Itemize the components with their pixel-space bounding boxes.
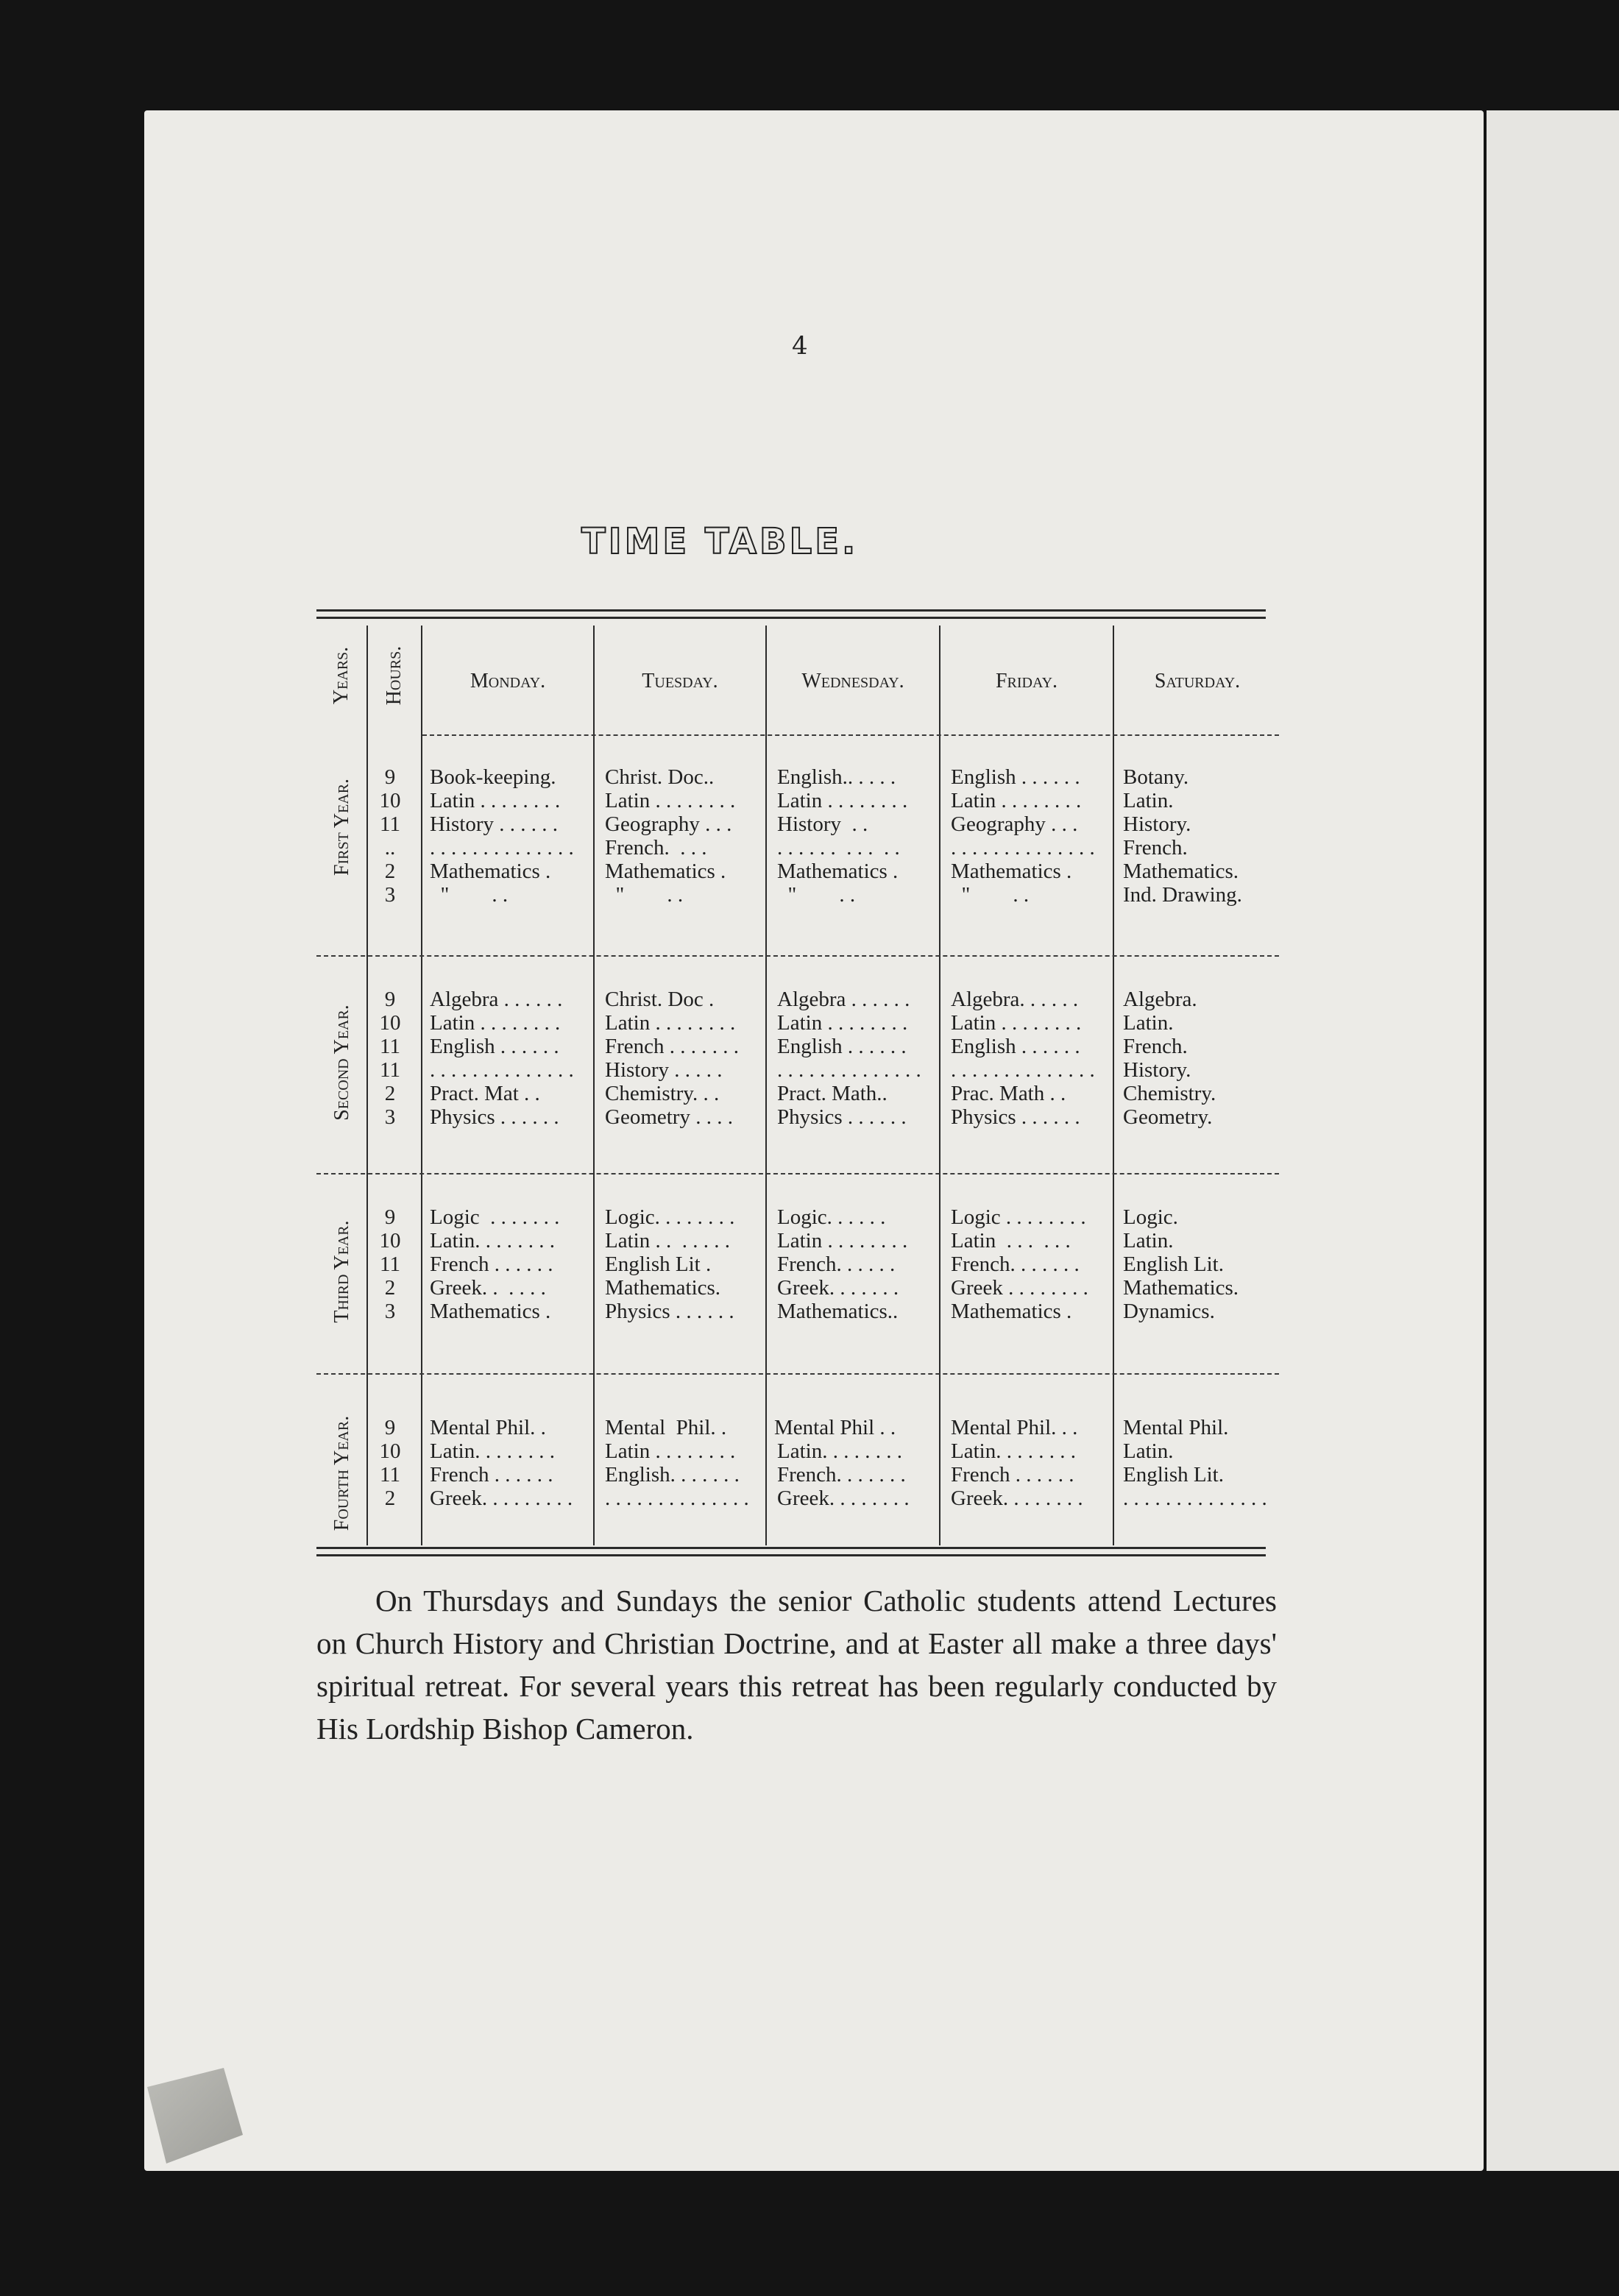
hour-cell: 3 — [384, 1300, 396, 1323]
table-bottom-rule-2 — [316, 1554, 1266, 1556]
subject-cell: History . . — [777, 812, 868, 836]
hour-cell: 11 — [380, 1252, 400, 1276]
subject-cell: Mathematics.. — [777, 1300, 899, 1323]
subject-cell: Greek. . . . . . . . — [951, 1487, 1083, 1510]
subject-cell: Chemistry. — [1123, 1082, 1216, 1105]
hour-cell: 9 — [384, 1205, 396, 1229]
day-header-friday: Friday. — [995, 670, 1058, 692]
day-header-monday: Monday. — [470, 670, 546, 692]
hour-cell: 2 — [384, 1276, 396, 1300]
subject-cell: Mathematics . — [605, 860, 726, 883]
subject-cell: . . . . . . . . . . . . . . — [430, 836, 574, 860]
subject-cell: French. . . . — [605, 836, 707, 860]
hour-cell: 9 — [384, 765, 396, 789]
subject-cell: Christ. Doc.. — [605, 765, 715, 789]
subject-cell: Latin. — [1123, 1011, 1174, 1035]
hour-cell: 10 — [379, 789, 401, 812]
subject-cell: Latin. . . . . . . . — [777, 1439, 902, 1463]
subject-cell: Latin . . . . . . . . — [605, 1439, 736, 1463]
hour-cell: 10 — [379, 1229, 401, 1252]
subject-cell: English. . . . . . . — [605, 1463, 740, 1487]
subject-cell: Ind. Drawing. — [1123, 883, 1242, 907]
hour-cell: 2 — [384, 1082, 396, 1105]
subject-cell: English Lit . — [605, 1252, 712, 1276]
subject-cell: Physics . . . . . . — [951, 1105, 1080, 1129]
subject-cell: French . . . . . . — [430, 1463, 553, 1487]
subject-cell: Greek. . . . . . . . — [777, 1487, 910, 1510]
table-top-rule-2 — [316, 617, 1266, 619]
subject-cell: Mathematics . — [430, 1300, 551, 1323]
subject-cell: Geography . . . — [951, 812, 1078, 836]
subject-cell: Latin . . . . . . . . — [951, 789, 1082, 812]
subject-cell: Chemistry. . . — [605, 1082, 720, 1105]
subject-cell: Logic . . . . . . . . — [951, 1205, 1086, 1229]
subject-cell: French. . . . . . . — [951, 1252, 1080, 1276]
subject-cell: Physics . . . . . . — [605, 1300, 734, 1323]
hours-header: Hours. — [383, 645, 405, 706]
page-number: 4 — [792, 331, 808, 361]
subject-cell: Botany. — [1123, 765, 1189, 789]
subject-cell: . . . . . . . . . . . . . . — [951, 1058, 1095, 1082]
header-divider — [422, 734, 1279, 736]
subject-cell: Algebra . . . . . . — [777, 988, 910, 1011]
subject-cell: Mental Phil. . — [430, 1416, 546, 1439]
subject-cell: Physics . . . . . . — [777, 1105, 907, 1129]
column-divider — [939, 626, 940, 1545]
subject-cell: . . . . . . . . . . . — [777, 836, 900, 860]
facing-page-edge — [1487, 110, 1619, 2171]
subject-cell: English . . . . . . — [777, 1035, 907, 1058]
subject-cell: . . . . . . . . . . . . . . — [1123, 1487, 1267, 1510]
hour-cell: 10 — [379, 1439, 401, 1463]
hour-cell: .. — [384, 836, 396, 860]
hour-cell: 11 — [380, 1035, 400, 1058]
year-label-third: Third Year. — [330, 1220, 353, 1323]
subject-cell: English . . . . . . — [951, 765, 1080, 789]
subject-cell: Book-keeping. — [430, 765, 556, 789]
hour-cell: 3 — [384, 1105, 396, 1129]
subject-cell: Latin. . . . . . . . — [951, 1439, 1076, 1463]
hour-cell: 11 — [380, 812, 400, 836]
hour-cell: 2 — [384, 1487, 396, 1510]
subject-cell: Christ. Doc . — [605, 988, 715, 1011]
subject-cell: . . . . . . . . . . . . . . — [605, 1487, 749, 1510]
subject-cell: Mathematics. — [605, 1276, 721, 1300]
body-paragraph: On Thursdays and Sundays the senior Catholic students attend Lectures on Church History and Christian Doctrine, and at Easter all make a three days' spiritual retreat. For several years this retreat has been regularly conducted by His Lordship Bishop Cameron. — [316, 1584, 1277, 1746]
subject-cell: Mathematics . — [951, 860, 1072, 883]
hour-cell: 3 — [384, 883, 396, 907]
subject-cell: Geometry . . . . — [605, 1105, 733, 1129]
subject-cell: History. — [1123, 812, 1191, 836]
subject-cell: History. — [1123, 1058, 1191, 1082]
subject-cell: Pract. Mat . . — [430, 1082, 540, 1105]
table-bottom-rule — [316, 1547, 1266, 1549]
subject-cell: History . . . . . — [605, 1058, 723, 1082]
subject-cell: English Lit. — [1123, 1252, 1224, 1276]
subject-cell: Latin . . . . . . . — [605, 1229, 730, 1252]
subject-cell: Latin . . . . . . . . — [430, 1011, 561, 1035]
subject-cell: Logic. . . . . . — [777, 1205, 886, 1229]
subject-cell: Mathematics . — [951, 1300, 1072, 1323]
subject-cell: Geometry. — [1123, 1105, 1213, 1129]
subject-cell: English Lit. — [1123, 1463, 1224, 1487]
subject-cell: French. — [1123, 836, 1188, 860]
subject-cell: English . . . . . . — [430, 1035, 559, 1058]
subject-cell: French. . . . . . . — [777, 1463, 906, 1487]
subject-cell: Latin . . . . . . . . — [605, 1011, 736, 1035]
year-label-second: Second Year. — [330, 1005, 353, 1121]
subject-cell: Latin . . . . . . . . — [430, 789, 561, 812]
year-label-first: First Year. — [330, 778, 353, 876]
subject-cell: Latin . . . . . . . . — [605, 789, 736, 812]
subject-cell: French. . . . . . — [777, 1252, 896, 1276]
subject-cell: Algebra . . . . . . — [430, 988, 563, 1011]
subject-cell: Prac. Math . . — [951, 1082, 1066, 1105]
subject-cell: Greek. . . . . . — [430, 1276, 546, 1300]
subject-cell: Greek. . . . . . . . . — [430, 1487, 573, 1510]
subject-cell: . . . . . . . . . . . . . . — [777, 1058, 921, 1082]
subject-cell: " . . — [430, 883, 509, 907]
subject-cell: French . . . . . . — [430, 1252, 553, 1276]
subject-cell: . . . . . . . . . . . . . . — [430, 1058, 574, 1082]
subject-cell: Algebra. . . . . . — [951, 988, 1079, 1011]
subject-cell: Mental Phil. — [1123, 1416, 1229, 1439]
subject-cell: Latin. . . . . . . . — [430, 1229, 555, 1252]
subject-cell: Latin . . . . . . . . — [951, 1011, 1082, 1035]
subject-cell: History . . . . . . — [430, 812, 558, 836]
subject-cell: Latin . . . . . . . . — [777, 789, 908, 812]
subject-cell: Mathematics. — [1123, 1276, 1239, 1300]
hour-cell: 11 — [380, 1463, 400, 1487]
column-divider — [765, 626, 767, 1545]
hour-cell: 10 — [379, 1011, 401, 1035]
subject-cell: Mathematics . — [430, 860, 551, 883]
hour-cell: 9 — [384, 988, 396, 1011]
years-header: Years. — [330, 646, 353, 705]
subject-cell: Logic. — [1123, 1205, 1178, 1229]
subject-cell: " . . — [951, 883, 1030, 907]
day-header-tuesday: Tuesday. — [642, 670, 718, 692]
page-title: TIME TABLE. — [581, 521, 859, 562]
subject-cell: English . . . . . . — [951, 1035, 1080, 1058]
subject-cell: Latin . . . . . . — [951, 1229, 1071, 1252]
subject-cell: Dynamics. — [1123, 1300, 1215, 1323]
subject-cell: Mathematics. — [1123, 860, 1239, 883]
day-header-wednesday: Wednesday. — [801, 670, 904, 692]
subject-cell: Mental Phil. . . — [951, 1416, 1078, 1439]
subject-cell: Latin. — [1123, 789, 1174, 812]
subject-cell: " . . — [605, 883, 684, 907]
subject-cell: Algebra. — [1123, 988, 1197, 1011]
subject-cell: French . . . . . . . — [605, 1035, 740, 1058]
subject-cell: " . . — [777, 883, 856, 907]
subject-cell: Latin. . . . . . . . — [430, 1439, 555, 1463]
subject-cell: Logic. . . . . . . . — [605, 1205, 735, 1229]
subject-cell: Latin. — [1123, 1439, 1174, 1463]
column-divider — [593, 626, 595, 1545]
column-divider — [1113, 626, 1114, 1545]
subject-cell: Greek. . . . . . . — [777, 1276, 899, 1300]
subject-cell: Latin . . . . . . . . — [777, 1229, 908, 1252]
subject-cell: French . . . . . . — [951, 1463, 1074, 1487]
hour-cell: 9 — [384, 1416, 396, 1439]
subject-cell: Latin . . . . . . . . — [777, 1011, 908, 1035]
table-top-rule — [316, 609, 1266, 612]
subject-cell: . . . . . . . . . . . . . . — [951, 836, 1095, 860]
subject-cell: Mathematics . — [777, 860, 899, 883]
subject-cell: Greek . . . . . . . . — [951, 1276, 1088, 1300]
subject-cell: Latin. — [1123, 1229, 1174, 1252]
subject-cell: Pract. Math.. — [777, 1082, 888, 1105]
hour-cell: 11 — [380, 1058, 400, 1082]
subject-cell: Mental Phil . . — [774, 1416, 896, 1439]
subject-cell: Physics . . . . . . — [430, 1105, 559, 1129]
subject-cell: French. — [1123, 1035, 1188, 1058]
year-label-fourth: Fourth Year. — [330, 1415, 353, 1531]
subject-cell: English.. . . . . — [777, 765, 896, 789]
hour-cell: 2 — [384, 860, 396, 883]
section-divider — [316, 1373, 1279, 1375]
subject-cell: Mental Phil. . — [605, 1416, 727, 1439]
section-divider — [316, 1173, 1279, 1174]
day-header-saturday: Saturday. — [1154, 670, 1241, 692]
subject-cell: Logic . . . . . . . — [430, 1205, 560, 1229]
subject-cell: Geography . . . — [605, 812, 732, 836]
section-divider — [316, 955, 1279, 957]
column-divider — [421, 626, 422, 1545]
